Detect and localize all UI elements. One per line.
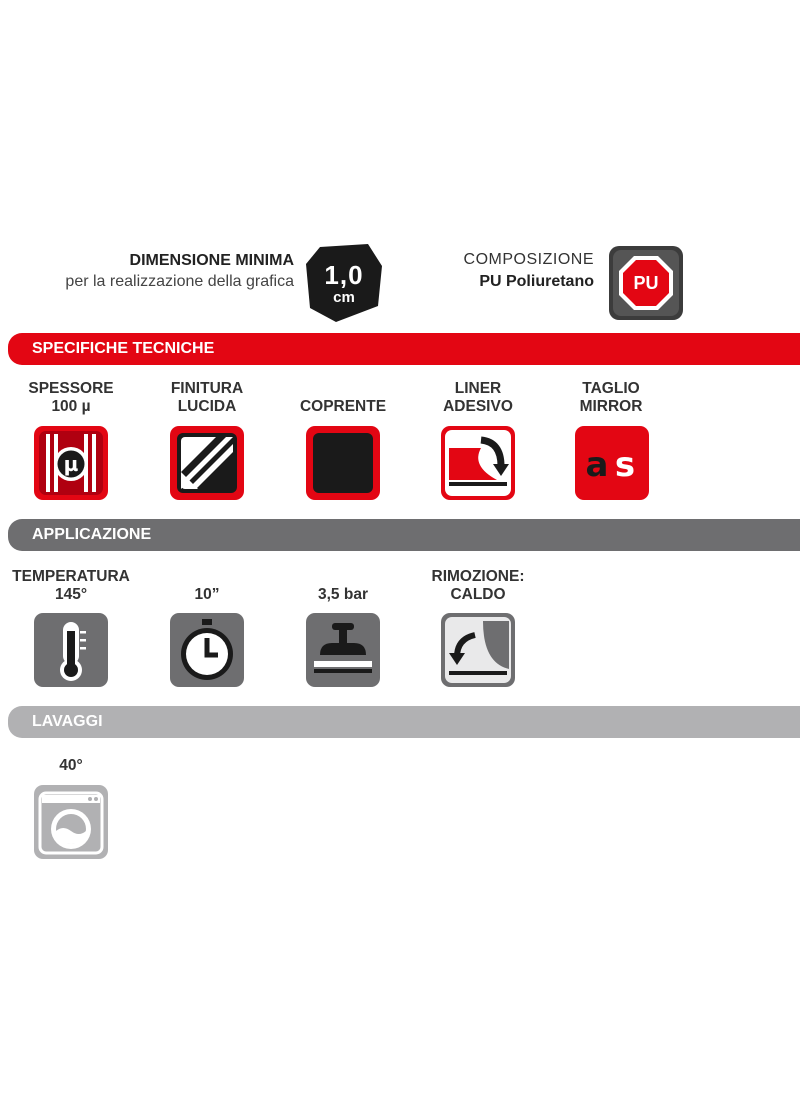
spec-covering-label: COPRENTE — [299, 398, 387, 415]
press-icon — [306, 613, 380, 687]
washing-section-bar: LAVAGGI — [8, 706, 800, 738]
spec-finish-label: FINITURA LUCIDA — [170, 380, 244, 415]
mirror-cut-icon — [575, 426, 649, 500]
min-dimension-title: DIMENSIONE MINIMA — [129, 252, 294, 269]
pressure-label: 3,5 bar — [318, 586, 368, 603]
min-dimension-value: 1,0 — [324, 259, 364, 290]
svg-text:a: a — [585, 445, 609, 485]
spec-thickness-label: SPESSORE 100 µ — [28, 380, 114, 415]
pu-badge — [609, 246, 683, 320]
time-label: 10” — [194, 586, 220, 603]
washing-temp-label: 40° — [59, 757, 83, 774]
composition-material: PU Poliuretano — [479, 273, 594, 290]
min-dimension-unit: cm — [333, 288, 355, 306]
min-dimension-subtitle: per la realizzazione della grafica — [65, 273, 294, 290]
stopwatch-icon — [170, 613, 244, 687]
svg-text:µ: µ — [63, 452, 79, 476]
application-section-bar: APPLICAZIONE — [8, 519, 800, 551]
specs-section-bar: SPECIFICHE TECNICHE — [8, 333, 800, 365]
spec-cut-label: TAGLIO MIRROR — [579, 380, 643, 415]
composition-title: COMPOSIZIONE — [463, 251, 594, 268]
glossy-finish-icon — [170, 426, 244, 500]
pu-badge-text: PU — [633, 272, 659, 293]
thermometer-icon — [34, 613, 108, 687]
washing-machine-icon — [34, 785, 108, 859]
hot-peel-icon — [441, 613, 515, 687]
adhesive-liner-icon — [441, 426, 515, 500]
removal-label: RIMOZIONE: CALDO — [431, 568, 525, 603]
temperature-label: TEMPERATURA 145° — [12, 568, 130, 603]
min-dimension-badge — [306, 244, 382, 322]
thickness-micron-icon — [34, 426, 108, 500]
spec-liner-label: LINER ADESIVO — [443, 380, 513, 415]
svg-text:s: s — [614, 445, 636, 485]
opaque-covering-icon — [306, 426, 380, 500]
